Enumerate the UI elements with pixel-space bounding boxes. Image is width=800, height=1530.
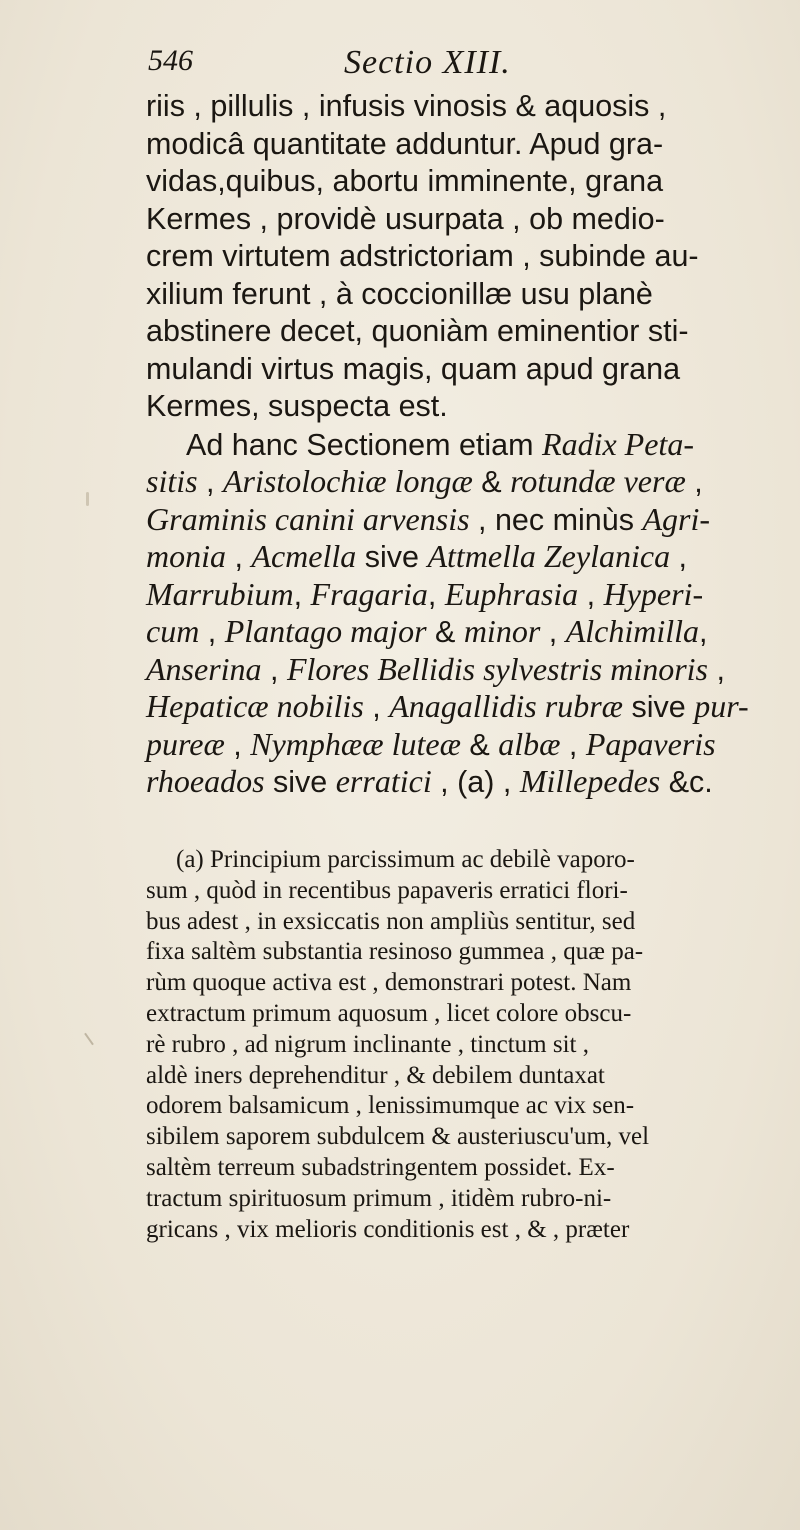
text-segment: ,: [363, 690, 390, 724]
text-line: [146, 576, 786, 614]
footnote-line: sum , quòd in recentibus papaveris erratici flori-: [146, 876, 628, 904]
text-segment: xilium ferunt , à coccionillæ usu planè: [146, 276, 653, 311]
italic-term: rotundæ veræ: [510, 463, 686, 499]
italic-term: Attmella Zeylanica: [427, 538, 671, 574]
footnote-line: rè rubro , ad nigrum inclinante , tinctum sit ,: [146, 1030, 589, 1058]
footnote-line: aldè iners deprehenditur , & debilem duntaxat: [146, 1061, 605, 1089]
footnote-line: tractum spirituosum primum , itidèm rubro-ni-: [146, 1184, 612, 1212]
text-line: [146, 463, 786, 501]
italic-term: Hepaticæ nobilis: [146, 688, 364, 724]
text-segment: Ad hanc Sectionem etiam: [186, 427, 543, 462]
text-line: [146, 613, 786, 651]
text-line: [146, 88, 786, 126]
text-segment: ,: [199, 615, 225, 649]
italic-term: Graminis canini arvensis: [146, 500, 470, 537]
italic-term: monia: [146, 538, 226, 574]
text-segment: ,: [261, 652, 287, 687]
footnote-line: rùm quoque activa est , demonstrari potest. Nam: [146, 969, 632, 997]
footnote-line: gricans , vix melioris conditionis est , & , præter: [146, 1215, 630, 1243]
text-segment: mulandi virtus magis, quam apud grana: [146, 351, 681, 386]
text-line: [146, 163, 786, 201]
text-segment: ,: [293, 577, 311, 612]
text-line: [146, 388, 786, 426]
text-segment: &: [426, 615, 464, 649]
italic-term: Euphrasia: [444, 575, 579, 612]
italic-term: Radix Peta-: [542, 425, 694, 462]
text-segment: ,: [560, 727, 586, 762]
text-line: [146, 538, 786, 576]
italic-term: Alchimilla: [565, 613, 699, 649]
text-segment: crem virtutem adstrictoriam , subinde au-: [146, 239, 699, 273]
text-segment: ,: [224, 727, 251, 762]
footnote-line: saltèm terreum subadstringentem possidet. Ex-: [146, 1153, 615, 1181]
italic-term: Acmella: [251, 538, 357, 574]
text-line: [146, 238, 786, 276]
text-segment: ,: [670, 540, 688, 574]
text-segment: ,: [540, 615, 566, 649]
italic-term: albæ: [498, 725, 561, 762]
text-segment: ,: [427, 577, 445, 612]
text-segment: ,: [226, 540, 252, 574]
text-segment: abstinere decet, quoniàm eminentior sti-: [146, 314, 689, 348]
italic-term: sitis: [146, 463, 198, 499]
page-mark: [84, 1033, 94, 1046]
italic-term: pureæ: [146, 725, 225, 762]
italic-term: Marrubium: [146, 575, 294, 612]
italic-term: Anagallidis rubræ: [389, 688, 623, 724]
italic-term: Flores Bellidis sylvestris minoris: [286, 650, 708, 687]
text-segment: ,: [197, 465, 223, 499]
italic-term: pur-: [694, 688, 749, 724]
text-segment: ,: [578, 577, 604, 612]
text-line: [146, 651, 786, 689]
italic-term: rhoeados: [146, 763, 265, 799]
text-segment: modicâ quantitate adduntur. Apud gra-: [146, 126, 664, 161]
italic-term: Agri-: [642, 500, 710, 537]
italic-term: Papaveris: [585, 725, 716, 762]
italic-term: Fragaria: [310, 575, 428, 612]
italic-term: Hyperi-: [603, 575, 704, 612]
text-line: [146, 726, 786, 764]
text-segment: , (a) ,: [431, 765, 520, 799]
text-line: [146, 313, 786, 351]
text-segment: , nec minùs: [469, 502, 643, 537]
italic-term: Anserina: [146, 650, 262, 687]
text-line: [146, 201, 786, 239]
text-line: [146, 426, 786, 464]
page-header: [148, 44, 768, 86]
text-segment: &: [472, 465, 511, 499]
text-line: [146, 351, 786, 389]
footnote-line: (a) Principium parcissimum ac debilè vaporo-: [176, 846, 635, 873]
footnote-line: extractum primum aquosum , licet colore obscu-: [146, 999, 632, 1027]
text-segment: sive: [356, 540, 428, 574]
text-segment: sive: [623, 690, 695, 724]
italic-term: Millepedes: [519, 763, 661, 799]
text-line: [146, 276, 786, 314]
page-number: 546: [148, 44, 193, 77]
footnote-line: sibilem saporem subdulcem & austeriuscu'um, vel: [146, 1123, 650, 1151]
text-line: [146, 763, 786, 801]
footnote-line: bus adest , in exsiccatis non ampliùs sentitur, sed: [146, 907, 636, 935]
text-line: [146, 126, 786, 164]
text-segment: &: [460, 727, 499, 762]
text-segment: ,: [707, 652, 725, 687]
text-line: [146, 501, 786, 539]
footnote-line: fixa saltèm substantia resinoso gummea , quæ pa-: [146, 938, 644, 966]
text-segment: vidas,quibus, abortu imminente, grana: [146, 164, 664, 198]
italic-term: Aristolochiæ longæ: [223, 463, 473, 499]
text-segment: riis , pillulis , infusis vinosis & aquosis ,: [146, 89, 667, 123]
page-mark: [86, 492, 89, 506]
italic-term: erratici: [335, 763, 432, 799]
footnote: [146, 845, 786, 1245]
text-segment: ,: [699, 615, 708, 649]
text-segment: ,: [685, 465, 703, 499]
footnote-line: odorem balsamicum , lenissimumque ac vix sen-: [146, 1092, 635, 1120]
text-segment: sive: [264, 765, 336, 799]
text-segment: &c.: [660, 765, 713, 799]
running-head: Sectio XIII.: [344, 44, 511, 81]
italic-term: Nymphææ luteæ: [250, 725, 461, 762]
italic-term: cum: [146, 613, 200, 649]
text-segment: Kermes, suspecta est.: [146, 389, 448, 423]
text-segment: Kermes , providè usurpata , ob medio-: [146, 201, 665, 236]
main-text: [146, 88, 786, 801]
italic-term: Plantago major: [224, 613, 427, 649]
text-line: [146, 688, 786, 726]
italic-term: minor: [463, 613, 541, 649]
